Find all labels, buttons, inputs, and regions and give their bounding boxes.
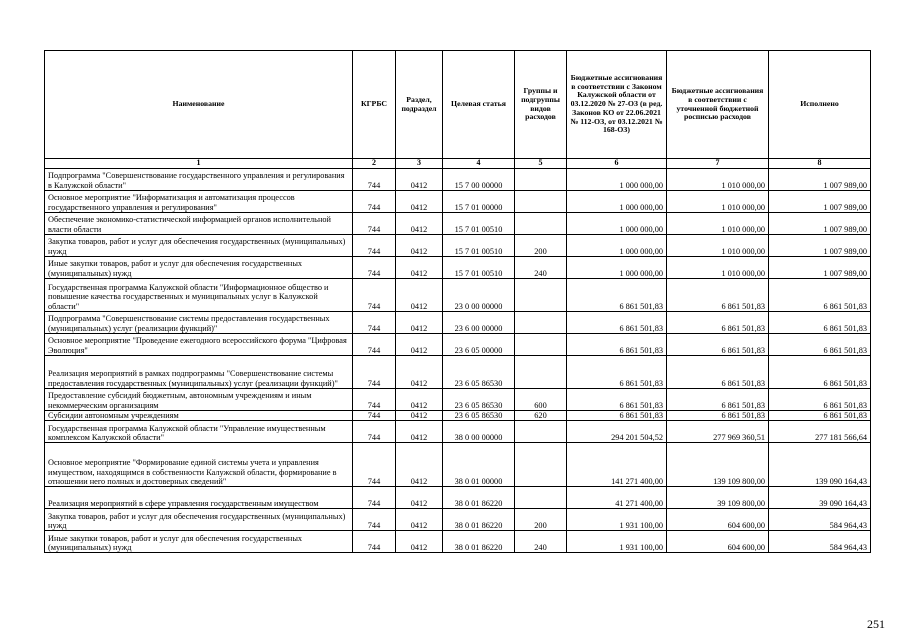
cell-budget-law: 1 000 000,00 (567, 169, 667, 191)
cell-group: 240 (515, 257, 567, 279)
cell-group (515, 421, 567, 443)
cell-name: Иные закупки товаров, работ и услуг для обеспечения государственных (муниципальных) нужд (45, 257, 353, 279)
column-number: 7 (667, 159, 769, 169)
cell-article: 15 7 01 00510 (443, 257, 515, 279)
cell-name: Основное мероприятие "Информатизация и автоматизация процессов государственного управления и регулирования" (45, 191, 353, 213)
cell-budget-refined: 1 010 000,00 (667, 169, 769, 191)
column-number: 3 (396, 159, 443, 169)
cell-executed: 1 007 989,00 (769, 169, 871, 191)
cell-section: 0412 (396, 334, 443, 356)
cell-executed: 6 861 501,83 (769, 312, 871, 334)
cell-budget-law: 6 861 501,83 (567, 389, 667, 411)
table-row (45, 509, 871, 531)
header-budget-refined: Бюджетные ассигнования в соответствии с уточненной бюджетной росписью расходов (667, 51, 769, 159)
cell-name: Реализация мероприятий в сфере управления государственным имуществом (45, 487, 353, 509)
cell-executed: 6 861 501,83 (769, 411, 871, 421)
cell-group: 620 (515, 411, 567, 421)
cell-budget-refined: 6 861 501,83 (667, 411, 769, 421)
table-body (45, 169, 871, 553)
table-row (45, 389, 871, 411)
cell-kgrbs: 744 (353, 531, 396, 553)
cell-name: Основное мероприятие "Проведение ежегодного всероссийского форума "Цифровая Эволюция" (45, 334, 353, 356)
cell-budget-law: 294 201 504,52 (567, 421, 667, 443)
cell-name: Субсидии автономным учреждениям (45, 411, 353, 421)
cell-section: 0412 (396, 509, 443, 531)
cell-kgrbs: 744 (353, 312, 396, 334)
cell-section: 0412 (396, 213, 443, 235)
cell-budget-refined: 39 109 800,00 (667, 487, 769, 509)
cell-article: 38 0 01 00000 (443, 443, 515, 487)
cell-budget-law: 6 861 501,83 (567, 312, 667, 334)
cell-group (515, 356, 567, 389)
cell-section: 0412 (396, 356, 443, 389)
cell-kgrbs: 744 (353, 213, 396, 235)
cell-executed: 6 861 501,83 (769, 334, 871, 356)
cell-executed: 139 090 164,43 (769, 443, 871, 487)
cell-budget-refined: 1 010 000,00 (667, 235, 769, 257)
cell-budget-law: 1 000 000,00 (567, 257, 667, 279)
cell-budget-law: 6 861 501,83 (567, 279, 667, 312)
cell-article: 38 0 00 00000 (443, 421, 515, 443)
cell-section: 0412 (396, 235, 443, 257)
cell-article: 38 0 01 86220 (443, 509, 515, 531)
cell-budget-refined: 6 861 501,83 (667, 312, 769, 334)
cell-name: Иные закупки товаров, работ и услуг для обеспечения государственных (муниципальных) нужд (45, 531, 353, 553)
table-row (45, 531, 871, 553)
table-row (45, 421, 871, 443)
cell-group (515, 443, 567, 487)
header-row (45, 51, 871, 159)
cell-group (515, 312, 567, 334)
cell-executed: 584 964,43 (769, 531, 871, 553)
cell-article: 23 6 00 00000 (443, 312, 515, 334)
cell-kgrbs: 744 (353, 235, 396, 257)
header-executed: Исполнено (769, 51, 871, 159)
cell-budget-refined: 6 861 501,83 (667, 389, 769, 411)
cell-executed: 39 090 164,43 (769, 487, 871, 509)
table-row (45, 169, 871, 191)
cell-budget-law: 1 000 000,00 (567, 191, 667, 213)
cell-budget-refined: 604 600,00 (667, 509, 769, 531)
cell-group: 200 (515, 235, 567, 257)
cell-section: 0412 (396, 487, 443, 509)
table-row (45, 191, 871, 213)
table-row (45, 487, 871, 509)
cell-name: Государственная программа Калужской области "Управление имущественным комплексом Калужской области" (45, 421, 353, 443)
cell-name: Обеспечение экономико-статистической информацией органов исполнительной власти области (45, 213, 353, 235)
cell-group (515, 169, 567, 191)
table-row (45, 279, 871, 312)
cell-budget-refined: 1 010 000,00 (667, 257, 769, 279)
cell-section: 0412 (396, 257, 443, 279)
cell-group (515, 487, 567, 509)
cell-group: 600 (515, 389, 567, 411)
cell-name: Государственная программа Калужской области "Информационное общество и повышение качества государственных и муниципальных услуг в Калужской области" (45, 279, 353, 312)
column-number-row (45, 159, 871, 169)
cell-group (515, 213, 567, 235)
cell-executed: 1 007 989,00 (769, 191, 871, 213)
cell-budget-refined: 6 861 501,83 (667, 334, 769, 356)
cell-section: 0412 (396, 279, 443, 312)
cell-name: Предоставление субсидий бюджетным, автономным учреждениям и иным некоммерческим организациям (45, 389, 353, 411)
cell-budget-law: 141 271 400,00 (567, 443, 667, 487)
cell-name: Основное мероприятие "Формирование единой системы учета и управления имуществом, находящимся в собственности Калужской области, формирование в отношении него полных и достоверных сведений" (45, 443, 353, 487)
cell-budget-refined: 139 109 800,00 (667, 443, 769, 487)
cell-article: 38 0 01 86220 (443, 487, 515, 509)
cell-article: 15 7 00 00000 (443, 169, 515, 191)
budget-table (44, 50, 871, 553)
cell-budget-law: 1 931 100,00 (567, 531, 667, 553)
column-number: 8 (769, 159, 871, 169)
column-number: 4 (443, 159, 515, 169)
cell-kgrbs: 744 (353, 487, 396, 509)
cell-budget-refined: 604 600,00 (667, 531, 769, 553)
cell-kgrbs: 744 (353, 169, 396, 191)
cell-article: 15 7 01 00000 (443, 191, 515, 213)
cell-kgrbs: 744 (353, 421, 396, 443)
cell-section: 0412 (396, 191, 443, 213)
cell-budget-law: 6 861 501,83 (567, 411, 667, 421)
table-row (45, 257, 871, 279)
cell-kgrbs: 744 (353, 191, 396, 213)
header-section: Раздел, подраздел (396, 51, 443, 159)
cell-article: 38 0 01 86220 (443, 531, 515, 553)
cell-budget-refined: 6 861 501,83 (667, 279, 769, 312)
cell-name: Реализация мероприятий в рамках подпрограммы "Совершенствование системы предоставления государственных (муниципальных) услуг (реализации функций)" (45, 356, 353, 389)
cell-executed: 277 181 566,64 (769, 421, 871, 443)
cell-executed: 6 861 501,83 (769, 389, 871, 411)
cell-budget-refined: 6 861 501,83 (667, 356, 769, 389)
cell-budget-law: 6 861 501,83 (567, 334, 667, 356)
cell-executed: 1 007 989,00 (769, 213, 871, 235)
page-number: 251 (867, 617, 885, 631)
cell-group (515, 191, 567, 213)
cell-group (515, 334, 567, 356)
header-kgrbs: КГРБС (353, 51, 396, 159)
cell-section: 0412 (396, 531, 443, 553)
header-group: Группы и подгруппы видов расходов (515, 51, 567, 159)
cell-article: 15 7 01 00510 (443, 235, 515, 257)
cell-budget-law: 1 000 000,00 (567, 235, 667, 257)
cell-executed: 6 861 501,83 (769, 279, 871, 312)
cell-article: 23 6 05 86530 (443, 389, 515, 411)
column-number: 1 (45, 159, 353, 169)
cell-kgrbs: 744 (353, 443, 396, 487)
table-row (45, 356, 871, 389)
cell-article: 15 7 01 00510 (443, 213, 515, 235)
cell-article: 23 6 05 86530 (443, 411, 515, 421)
cell-section: 0412 (396, 411, 443, 421)
cell-section: 0412 (396, 443, 443, 487)
cell-name: Подпрограмма "Совершенствование государственного управления и регулирования в Калужской области" (45, 169, 353, 191)
cell-article: 23 0 00 00000 (443, 279, 515, 312)
cell-budget-law: 41 271 400,00 (567, 487, 667, 509)
cell-article: 23 6 05 00000 (443, 334, 515, 356)
column-number: 5 (515, 159, 567, 169)
cell-section: 0412 (396, 169, 443, 191)
cell-group: 200 (515, 509, 567, 531)
table-row (45, 443, 871, 487)
cell-budget-refined: 277 969 360,51 (667, 421, 769, 443)
cell-executed: 584 964,43 (769, 509, 871, 531)
cell-budget-law: 1 000 000,00 (567, 213, 667, 235)
cell-budget-refined: 1 010 000,00 (667, 213, 769, 235)
header-article: Целевая статья (443, 51, 515, 159)
column-number: 2 (353, 159, 396, 169)
cell-kgrbs: 744 (353, 334, 396, 356)
cell-budget-law: 1 931 100,00 (567, 509, 667, 531)
table-row (45, 411, 871, 421)
cell-section: 0412 (396, 389, 443, 411)
table-row (45, 235, 871, 257)
cell-article: 23 6 05 86530 (443, 356, 515, 389)
cell-budget-refined: 1 010 000,00 (667, 191, 769, 213)
cell-name: Подпрограмма "Совершенствование системы предоставления государственных (муниципальных) услуг (реализации функций)" (45, 312, 353, 334)
cell-group (515, 279, 567, 312)
cell-name: Закупка товаров, работ и услуг для обеспечения государственных (муниципальных) нужд (45, 235, 353, 257)
cell-executed: 1 007 989,00 (769, 257, 871, 279)
column-number: 6 (567, 159, 667, 169)
header-budget-law: Бюджетные ассигнования в соответствии с Законом Калужской области от 03.12.2020 № 27-ОЗ (в ред. Законов КО от 22.06.2021 № 112-ОЗ, от 03.12.2021 № 168-ОЗ) (567, 51, 667, 159)
cell-kgrbs: 744 (353, 356, 396, 389)
table-row (45, 213, 871, 235)
header-name: Наименование (45, 51, 353, 159)
cell-section: 0412 (396, 312, 443, 334)
table-row (45, 334, 871, 356)
cell-kgrbs: 744 (353, 257, 396, 279)
cell-kgrbs: 744 (353, 509, 396, 531)
cell-budget-law: 6 861 501,83 (567, 356, 667, 389)
cell-section: 0412 (396, 421, 443, 443)
cell-kgrbs: 744 (353, 279, 396, 312)
cell-executed: 6 861 501,83 (769, 356, 871, 389)
table-row (45, 312, 871, 334)
cell-group: 240 (515, 531, 567, 553)
cell-name: Закупка товаров, работ и услуг для обеспечения государственных (муниципальных) нужд (45, 509, 353, 531)
cell-kgrbs: 744 (353, 411, 396, 421)
cell-kgrbs: 744 (353, 389, 396, 411)
cell-executed: 1 007 989,00 (769, 235, 871, 257)
